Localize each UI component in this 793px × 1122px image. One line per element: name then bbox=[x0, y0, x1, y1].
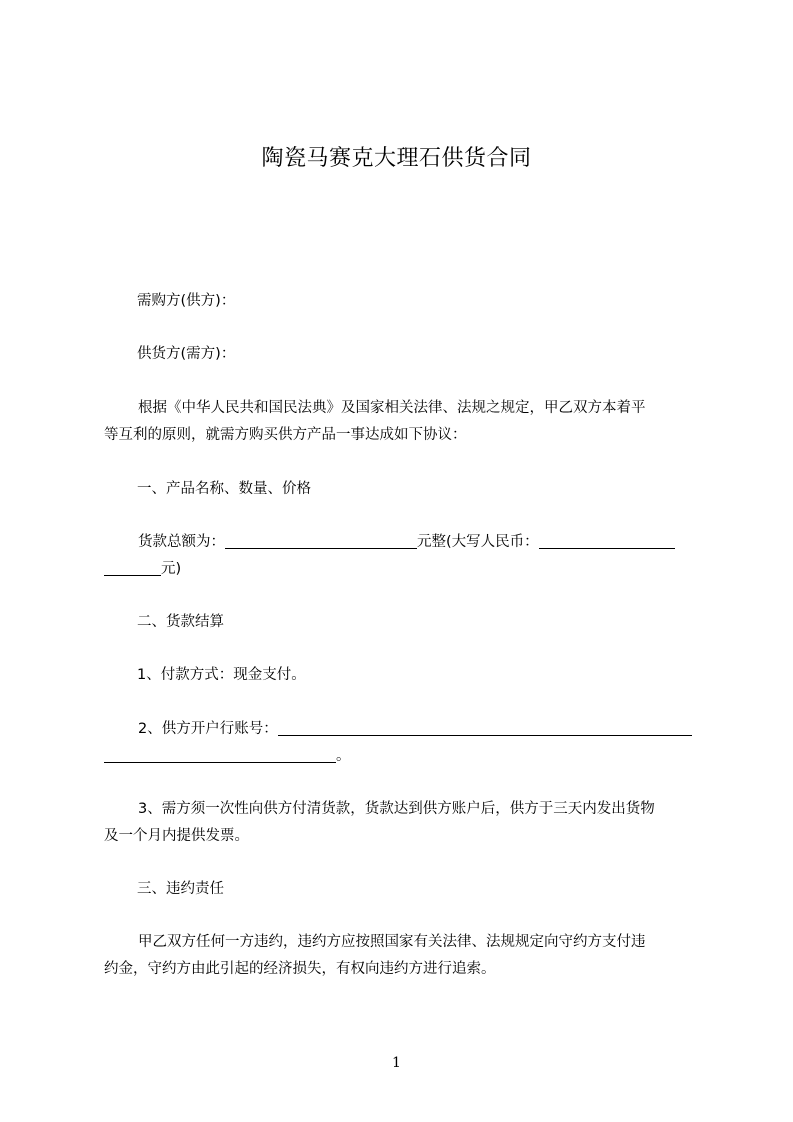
seller-label: 供货方(需方)： bbox=[137, 346, 236, 362]
amount-line-2 bbox=[104, 560, 704, 578]
account-blank[interactable] bbox=[278, 721, 692, 736]
page-number: 1 bbox=[392, 1055, 401, 1071]
amount-prefix: 货款总额为： bbox=[138, 534, 225, 550]
amount-uppercase-blank[interactable] bbox=[539, 534, 675, 549]
buyer-label: 需购方(供方)： bbox=[137, 293, 236, 309]
payment-method: 1、付款方式：现金支付。 bbox=[137, 667, 306, 683]
delivery-paragraph-line-2: 及一个月内提供发票。 bbox=[104, 828, 249, 844]
amount-mid: 元整(大写人民币： bbox=[417, 534, 539, 550]
section-2-heading: 二、货款结算 bbox=[137, 614, 224, 630]
amount-blank[interactable] bbox=[225, 534, 417, 549]
amount-uppercase-blank-continued[interactable] bbox=[104, 561, 161, 576]
intro-paragraph-line-2: 等互利的原则，就需方购买供方产品一事达成如下协议： bbox=[104, 427, 467, 443]
intro-paragraph-line-1: 根据《中华人民共和国民法典》及国家相关法律、法规之规定，甲乙双方本着平 bbox=[138, 400, 646, 416]
delivery-paragraph-line-1: 3、需方须一次性向供方付清货款，货款达到供方账户后，供方于三天内发出货物 bbox=[138, 801, 655, 817]
section-1-heading: 一、产品名称、数量、价格 bbox=[137, 481, 311, 497]
amount-line bbox=[138, 533, 738, 551]
document-title: 陶瓷马赛克大理石供货合同 bbox=[261, 146, 532, 171]
account-prefix: 2、供方开户行账号： bbox=[138, 721, 278, 737]
breach-paragraph-line-2: 约金，守约方由此引起的经济损失，有权向违约方进行追索。 bbox=[104, 961, 496, 977]
account-blank-continued[interactable] bbox=[104, 748, 336, 763]
account-line bbox=[138, 720, 738, 738]
breach-paragraph-line-1: 甲乙双方任何一方违约，违约方应按照国家有关法律、法规规定向守约方支付违 bbox=[138, 934, 646, 950]
account-suffix: 。 bbox=[336, 748, 351, 764]
account-line-2 bbox=[104, 747, 704, 765]
amount-suffix: 元) bbox=[161, 561, 182, 577]
section-3-heading: 三、违约责任 bbox=[137, 881, 224, 897]
